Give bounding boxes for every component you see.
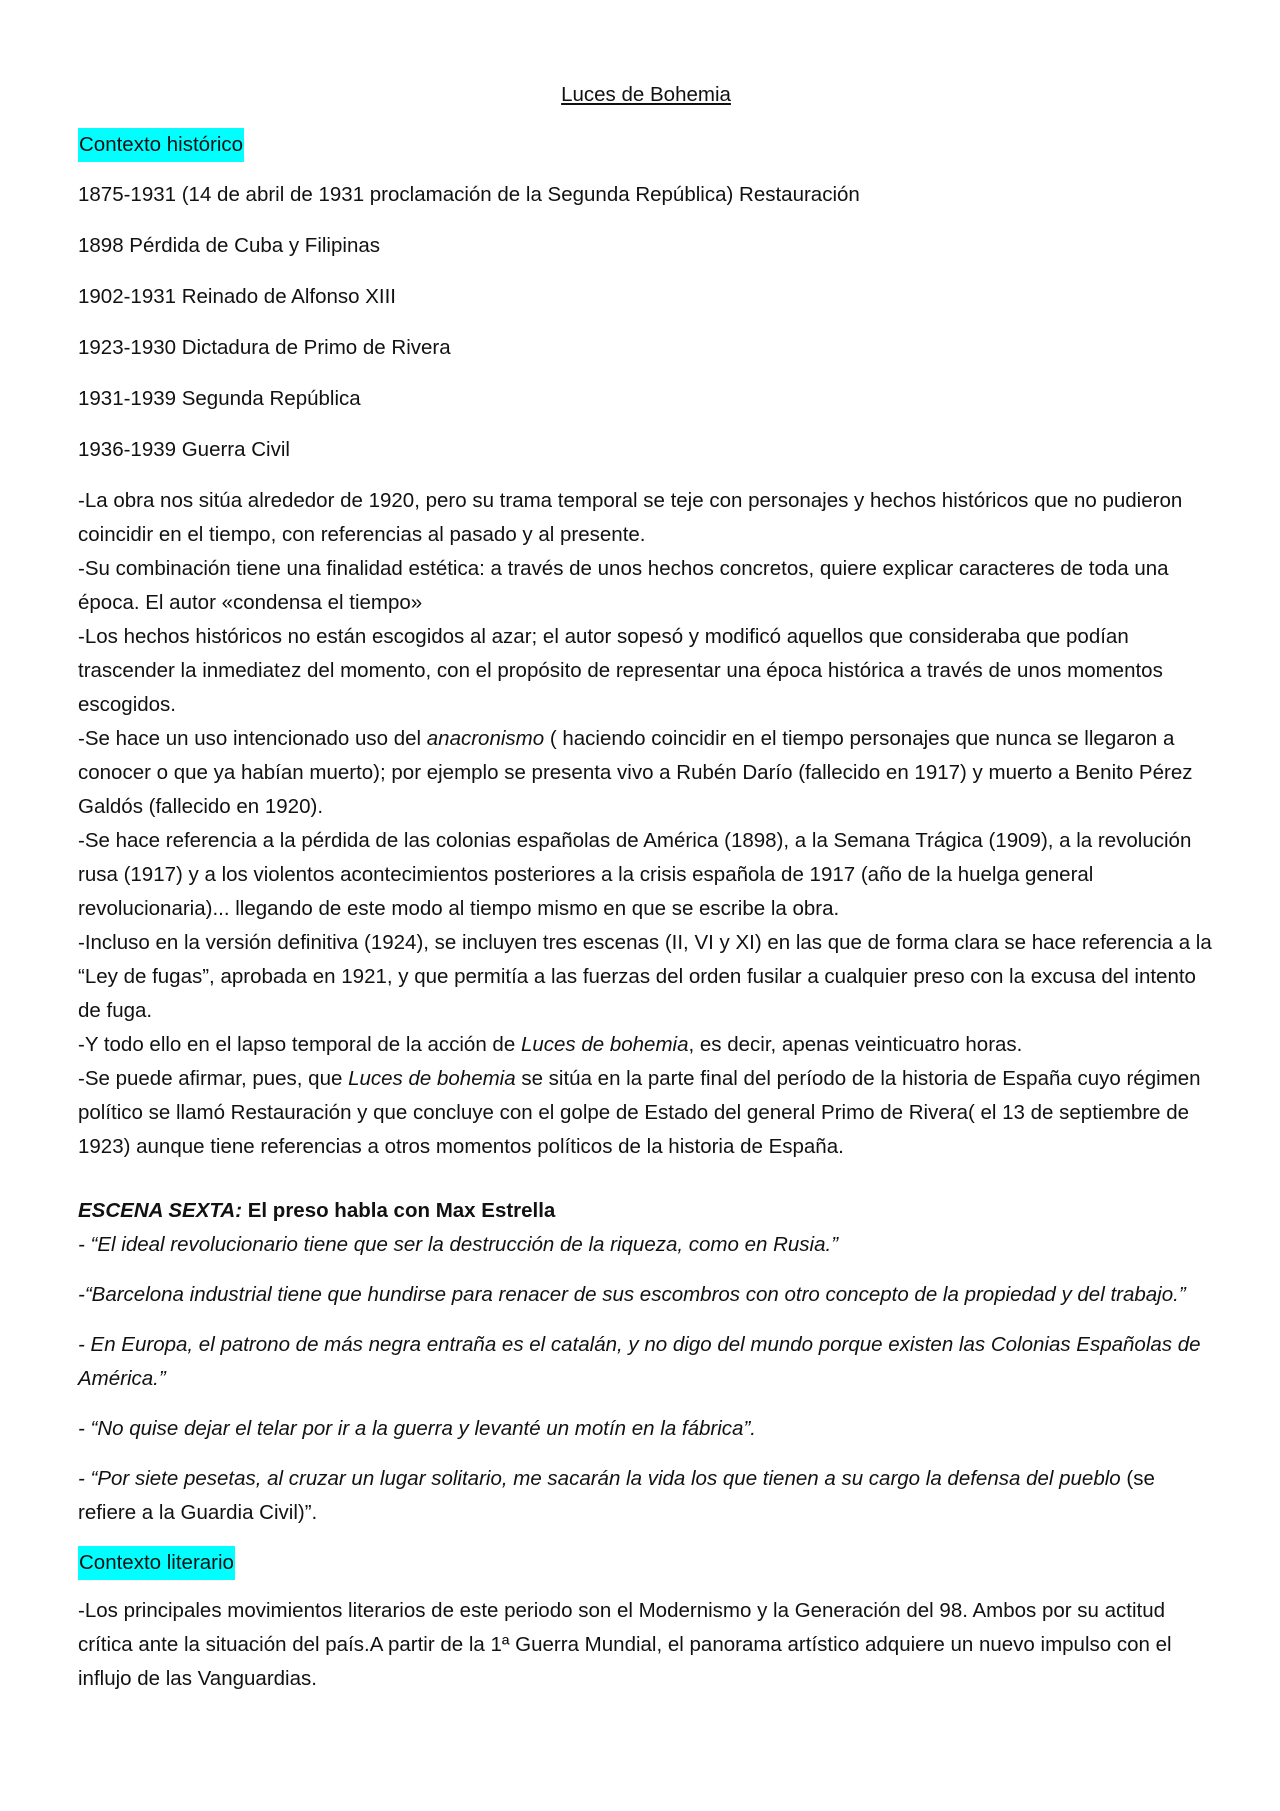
paragraph-text: ( haciendo coincidir en el tiempo personajes que nunca se llegaron a conocer o que ya habían muerto); por ejemplo se presenta vivo a Rubén Darío (fallecido en 1917) y muerto a Benito Pérez Galdós (fallecido en 1920).	[78, 727, 1193, 818]
timeline-item: 1936-1939 Guerra Civil	[78, 438, 290, 461]
paragraph: -Los principales movimientos literarios de este periodo son el Modernismo y la Generación del 98. Ambos por su actitud crítica ante la situación del país.A partir de la 1ª Guerra Mundial, el panorama artístico adquiere un nuevo impulso con el influjo de las Vanguardias.	[78, 1599, 1172, 1690]
scene-quote-text: - “No quise dejar el telar por ir a la guerra y levanté un motín en la fábrica”.	[78, 1417, 756, 1440]
literary-context-heading-text: Contexto literario	[78, 1546, 235, 1580]
literary-context-heading	[78, 1546, 1214, 1580]
paragraph: -Los hechos históricos no están escogidos al azar; el autor sopesó y modificó aquellos que consideraba que podían trascender la inmediatez del momento, con el propósito de representar una época histórica a través de unos momentos escogidos.	[78, 625, 1163, 716]
paragraph-text: se sitúa en la parte final del período de la historia de España cuyo régimen político se llamó Restauración y que concluye con el golpe de Estado del general Primo de Rivera( el 13 de septiembre de 1923) aunque tiene referencias a otros momentos políticos de la historia de España.	[78, 1067, 1201, 1158]
paragraph-text: -Y todo ello en el lapso temporal de la acción de	[78, 1033, 521, 1056]
timeline-item: 1898 Pérdida de Cuba y Filipinas	[78, 234, 380, 257]
paragraph	[78, 1028, 1214, 1062]
paragraph	[78, 1062, 1214, 1164]
scene-quote-text: -“Barcelona industrial tiene que hundirse para renacer de sus escombros con otro concepto de la propiedad y del trabajo.”	[78, 1283, 1186, 1306]
historical-context-body	[78, 484, 1214, 1164]
paragraph: -Se hace referencia a la pérdida de las colonias españolas de América (1898), a la Semana Trágica (1909), a la revolución rusa (1917) y a los violentos acontecimientos posteriores a la crisis española de 1917 (año de la huelga general revolucionaria)... llegando de este modo al tiempo mismo en que se escribe la obra.	[78, 829, 1192, 920]
literary-context-body	[78, 1594, 1214, 1696]
historical-context-heading-text: Contexto histórico	[78, 128, 244, 162]
paragraph	[78, 722, 1214, 824]
scene-heading	[78, 1194, 1214, 1228]
paragraph-emphasis: Luces de bohemia	[348, 1067, 516, 1090]
scene-label: ESCENA SEXTA:	[78, 1199, 243, 1222]
paragraph-emphasis: anacronismo	[426, 727, 545, 750]
scene-quote	[78, 1328, 1214, 1396]
paragraph-text: , es decir, apenas veinticuatro horas.	[688, 1033, 1023, 1056]
scene-quote-text: - “El ideal revolucionario tiene que ser la destrucción de la riqueza, como en Rusia.”	[78, 1233, 839, 1256]
historical-context-heading	[78, 128, 1214, 162]
paragraph-text: -Se puede afirmar, pues, que	[78, 1067, 349, 1090]
scene-quote-text: - “Por siete pesetas, al cruzar un lugar solitario, me sacarán la vida los que tienen a su cargo la defensa del pueblo	[78, 1467, 1121, 1490]
paragraph: -Su combinación tiene una finalidad estética: a través de unos hechos concretos, quiere explicar caracteres de toda una época. El autor «condensa el tiempo»	[78, 557, 1169, 614]
scene-quote	[78, 1278, 1214, 1312]
paragraph: -La obra nos sitúa alrededor de 1920, pero su trama temporal se teje con personajes y hechos históricos que no pudieron coincidir en el tiempo, con referencias al pasado y al presente.	[78, 489, 1183, 546]
paragraph-text: -Se hace un uso intencionado uso del	[78, 727, 427, 750]
timeline-item: 1875-1931 (14 de abril de 1931 proclamación de la Segunda República) Restauración	[78, 183, 860, 206]
document-page	[78, 78, 1214, 1726]
scene-quote-note: (se refiere a la Guardia Civil)”.	[78, 1467, 1155, 1524]
timeline-item: 1923-1930 Dictadura de Primo de Rivera	[78, 336, 451, 359]
document-title: Luces de Bohemia	[561, 83, 731, 106]
scene-title: El preso habla con Max Estrella	[242, 1199, 556, 1222]
timeline-item: 1902-1931 Reinado de Alfonso XIII	[78, 285, 396, 308]
scene-quote	[78, 1412, 1214, 1446]
paragraph-emphasis: Luces de bohemia	[520, 1033, 689, 1056]
paragraph: -Incluso en la versión definitiva (1924), se incluyen tres escenas (II, VI y XI) en las que de forma clara se hace referencia a la “Ley de fugas”, aprobada en 1921, y que permitía a las fuerzas del orden fusilar a cualquier preso con la excusa del intento de fuga.	[78, 931, 1212, 1022]
scene-quote	[78, 1228, 1214, 1262]
scene-quote-text: - En Europa, el patrono de más negra entraña es el catalán, y no digo del mundo porque existen las Colonias Españolas de América.”	[78, 1333, 1201, 1390]
timeline-item: 1931-1939 Segunda República	[78, 387, 361, 410]
scene-quote	[78, 1462, 1214, 1530]
